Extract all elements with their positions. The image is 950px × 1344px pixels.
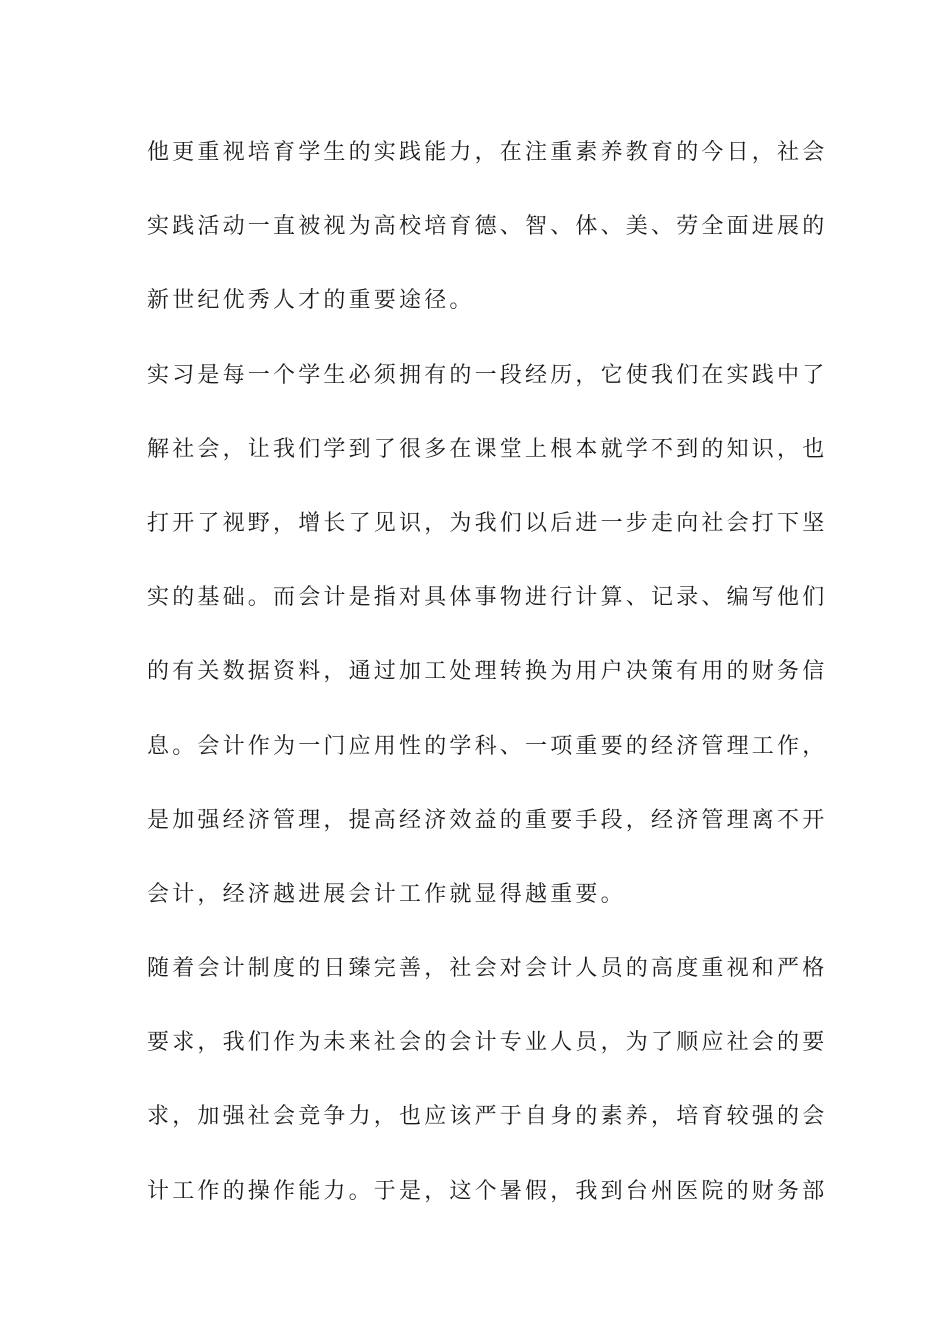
text-line: 随着会计制度的日臻完善，社会对会计人员的高度重视和严格 bbox=[147, 956, 828, 982]
text-line: 实习是每一个学生必须拥有的一段经历，它使我们在实践中了 bbox=[147, 362, 828, 388]
body-text bbox=[147, 133, 828, 1246]
text-line: 会计，经济越进展会计工作就显得越重要。 bbox=[147, 881, 626, 907]
text-line: 打开了视野，增长了见识，为我们以后进一步走向社会打下坚 bbox=[147, 510, 828, 536]
text-line: 要求，我们作为未来社会的会计专业人员，为了顺应社会的要 bbox=[147, 1030, 828, 1056]
text-line: 的有关数据资料，通过加工处理转换为用户决策有用的财务信 bbox=[147, 659, 828, 685]
text-line: 他更重视培育学生的实践能力，在注重素养教育的今日，社会 bbox=[147, 140, 828, 165]
text-line: 息。会计作为一门应用性的学科、一项重要的经济管理工作， bbox=[147, 733, 828, 759]
text-line: 实践活动一直被视为高校培育德、智、体、美、劳全面进展的 bbox=[147, 214, 828, 240]
text-line: 新世纪优秀人才的重要途径。 bbox=[147, 288, 475, 314]
text-line: 实的基础。而会计是指对具体事物进行计算、记录、编写他们 bbox=[147, 585, 828, 611]
text-line: 求，加强社会竞争力，也应该严于自身的素养，培育较强的会 bbox=[147, 1104, 828, 1130]
text-line: 解社会，让我们学到了很多在课堂上根本就学不到的知识，也 bbox=[147, 436, 828, 462]
text-line: 是加强经济管理，提高经济效益的重要手段，经济管理离不开 bbox=[147, 807, 828, 833]
text-line: 计工作的操作能力。于是，这个暑假，我到台州医院的财务部 bbox=[147, 1178, 828, 1204]
